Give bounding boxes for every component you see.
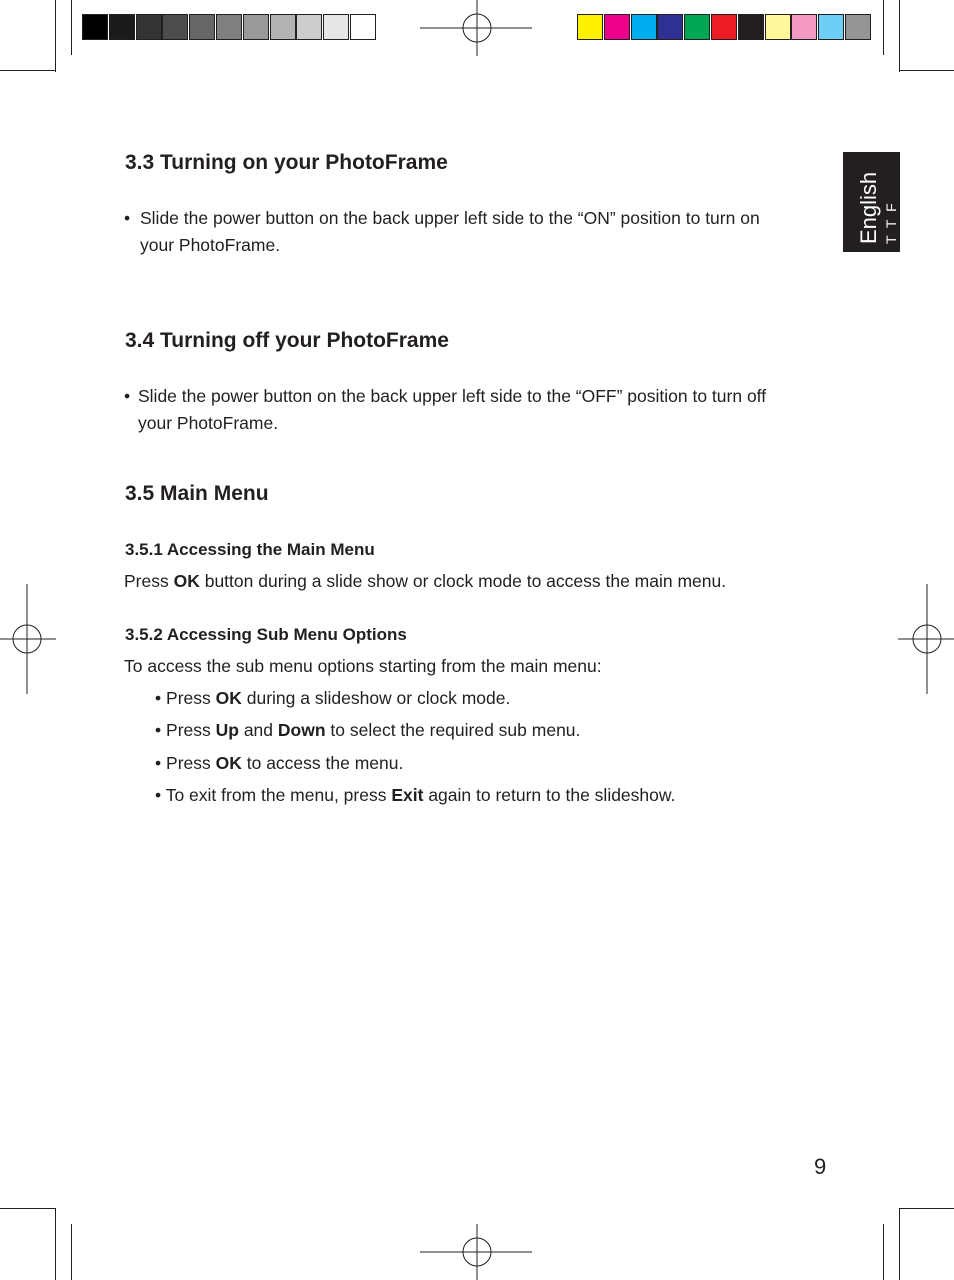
color-swatch [738, 14, 764, 40]
color-swatch [109, 14, 135, 40]
language-tab-label: English [856, 171, 881, 244]
section-heading-3-5: 3.5 Main Menu [125, 482, 269, 505]
color-swatch [604, 14, 630, 40]
language-tab-cropped-text: T T F [883, 201, 899, 244]
key-up: Up [215, 720, 239, 740]
color-swatch [711, 14, 737, 40]
language-tab [843, 152, 900, 252]
color-swatch [189, 14, 215, 40]
color-swatch [631, 14, 657, 40]
page-number: 9 [814, 1154, 827, 1179]
registration-mark-bottom [420, 1224, 532, 1280]
paragraph-3-3-line1: Slide the power button on the back upper left side to the “ON” position to turn on [140, 208, 760, 228]
paragraph-3-5-2-intro: To access the sub menu options starting from the main menu: [124, 656, 602, 676]
color-swatch [350, 14, 376, 40]
key-ok: OK [215, 688, 242, 708]
key-ok: OK [215, 753, 242, 773]
list-item: • Press Up and Down to select the required sub menu. [155, 720, 581, 740]
paragraph-3-4-line2: your PhotoFrame. [138, 413, 279, 433]
section-heading-3-4: 3.4 Turning off your PhotoFrame [125, 329, 449, 352]
bullet-3-3: • [124, 208, 131, 228]
section-heading-3-3: 3.3 Turning on your PhotoFrame [125, 151, 448, 174]
color-swatch [323, 14, 349, 40]
bullet-3-4: • [124, 386, 131, 406]
color-swatch [243, 14, 269, 40]
color-swatch [136, 14, 162, 40]
color-swatch [845, 14, 871, 40]
subsection-heading-3-5-1: 3.5.1 Accessing the Main Menu [125, 540, 375, 559]
subsection-heading-3-5-2: 3.5.2 Accessing Sub Menu Options [125, 625, 407, 644]
color-swatch [818, 14, 844, 40]
color-swatch [82, 14, 108, 40]
color-swatch [684, 14, 710, 40]
paragraph-3-4-line1: Slide the power button on the back upper left side to the “OFF” position to turn off [138, 386, 767, 406]
registration-mark-left [0, 584, 56, 694]
key-down: Down [277, 720, 326, 740]
color-swatch [657, 14, 683, 40]
color-swatch [162, 14, 188, 40]
paragraph-3-5-1: Press OK button during a slide show or clock mode to access the main menu. [124, 571, 727, 591]
color-swatch [216, 14, 242, 40]
list-item: • Press OK to access the menu. [155, 753, 404, 773]
color-swatch [765, 14, 791, 40]
registration-mark-right [898, 584, 954, 694]
color-swatch [296, 14, 322, 40]
key-ok: OK [173, 571, 200, 591]
color-swatch [791, 14, 817, 40]
paragraph-3-3-line2: your PhotoFrame. [140, 235, 281, 255]
list-item: • To exit from the menu, press Exit again to return to the slideshow. [155, 785, 676, 805]
color-swatch [577, 14, 603, 40]
list-item: • Press OK during a slideshow or clock mode. [155, 688, 511, 708]
color-swatch [270, 14, 296, 40]
registration-mark-top [420, 0, 532, 56]
key-exit: Exit [391, 785, 424, 805]
